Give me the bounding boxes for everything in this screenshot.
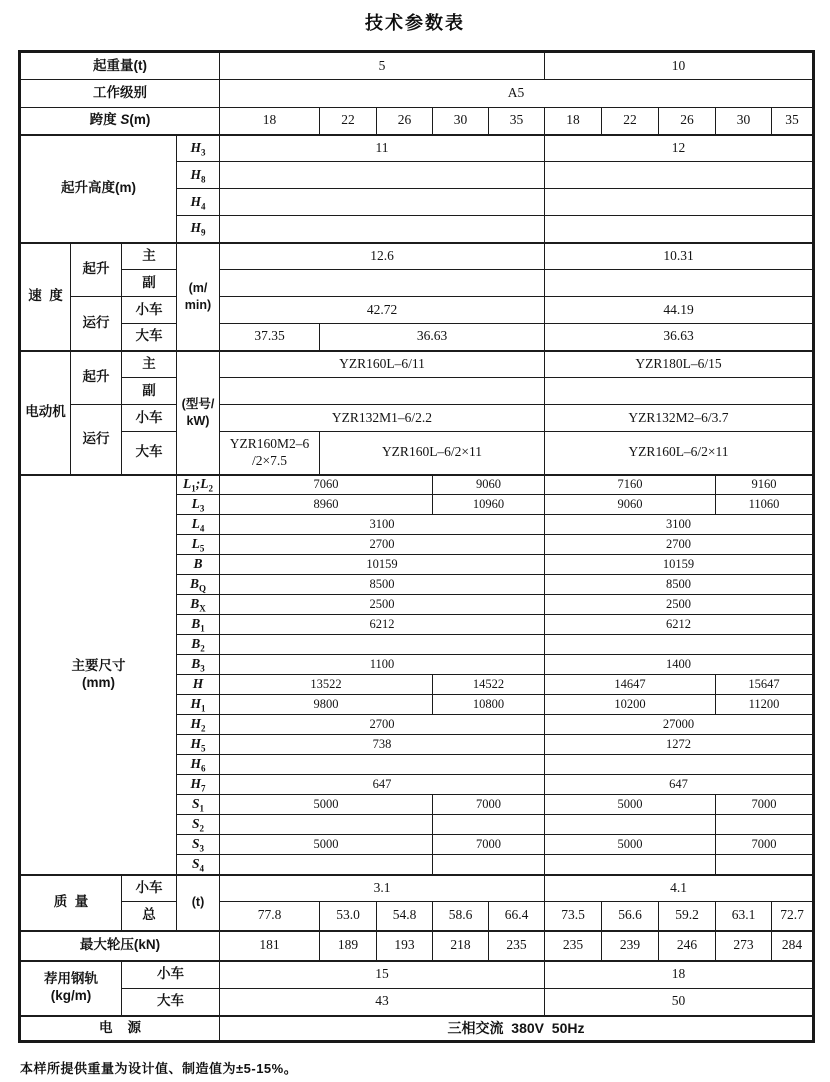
table-row [20,475,814,495]
row-label: $H_8$ [177,162,220,189]
value-cell: YZR160L–6/11 [220,351,545,378]
table-row [20,52,814,80]
value-cell: 5000 [545,835,716,855]
value-cell: 18 [220,108,320,135]
value-cell: 9800 [220,695,433,715]
value-cell: 7060 [220,475,433,495]
row-label: $S_3$ [177,835,220,855]
row-label: $L_5$ [177,535,220,555]
value-cell [716,815,814,835]
value-cell: 7000 [433,835,545,855]
value-cell: 10800 [433,695,545,715]
row-label: (型号/ kW) [177,351,220,475]
value-cell: 10 [545,52,814,80]
value-cell: 2700 [545,535,814,555]
table-row [20,378,814,405]
value-cell: 9060 [433,475,545,495]
value-cell: 8960 [220,495,433,515]
value-cell: 2700 [220,535,545,555]
value-cell [545,815,716,835]
table-row [20,108,814,135]
row-label: 运行 [71,405,122,475]
value-cell: YZR132M2–6/3.7 [545,405,814,432]
value-cell: 3100 [220,515,545,535]
value-cell: 43 [220,989,545,1016]
row-label: $H_3$ [177,135,220,162]
value-cell [545,162,814,189]
value-cell: 7000 [433,795,545,815]
value-cell: 6212 [545,615,814,635]
row-label: 工作级别 [20,80,220,108]
value-cell: 59.2 [659,902,716,931]
row-label: 大车 [122,432,177,475]
row-label: 小车 [122,297,177,324]
table-row [20,1016,814,1042]
value-cell: YZR132M1–6/2.2 [220,405,545,432]
value-cell [220,270,545,297]
value-cell: 15 [220,961,545,989]
table-row [20,351,814,378]
table-row [20,324,814,351]
value-cell: YZR160L–6/2×11 [320,432,545,475]
row-label: 电 源 [20,1016,220,1042]
row-label: $L_4$ [177,515,220,535]
value-cell: 30 [433,108,489,135]
row-label: $S_1$ [177,795,220,815]
value-cell: 1100 [220,655,545,675]
value-cell [545,635,814,655]
row-label: 大车 [122,989,220,1016]
value-cell: 5 [220,52,545,80]
value-cell: 1400 [545,655,814,675]
value-cell: YZR160M2–6 /2×7.5 [220,432,320,475]
row-label: 主 [122,243,177,270]
value-cell: 10.31 [545,243,814,270]
value-cell: 44.19 [545,297,814,324]
value-cell: 284 [772,931,814,961]
row-label: 起升高度(m) [20,135,177,243]
value-cell: 22 [602,108,659,135]
value-cell: 26 [377,108,433,135]
value-cell: 1272 [545,735,814,755]
table-row [20,297,814,324]
table-row [20,902,814,931]
row-label: 最大轮压(kN) [20,931,220,961]
row-label: $B_1$ [177,615,220,635]
value-cell: 235 [489,931,545,961]
value-cell: 35 [489,108,545,135]
row-label: 质 量 [20,875,122,931]
value-cell: 37.35 [220,324,320,351]
value-cell: 7160 [545,475,716,495]
row-label: $B_3$ [177,655,220,675]
table-row [20,875,814,902]
value-cell: 2500 [545,595,814,615]
value-cell: 7000 [716,795,814,815]
row-label: 跨度 S(m) [20,108,220,135]
spec-table [18,50,815,1043]
value-cell [220,815,433,835]
value-cell: 22 [320,108,377,135]
value-cell [545,270,814,297]
table-row [20,405,814,432]
value-cell [220,855,433,875]
value-cell: 18 [545,108,602,135]
value-cell [545,378,814,405]
value-cell: 4.1 [545,875,814,902]
row-label: 起升 [71,351,122,405]
value-cell: 2500 [220,595,545,615]
value-cell: 5000 [545,795,716,815]
row-label: 副 [122,270,177,297]
table-row [20,989,814,1016]
value-cell: 246 [659,931,716,961]
value-cell: 72.7 [772,902,814,931]
row-label: 起升 [71,243,122,297]
table-row [20,135,814,162]
value-cell: 18 [545,961,814,989]
value-cell: 77.8 [220,902,320,931]
row-label: $H_7$ [177,775,220,795]
value-cell: 53.0 [320,902,377,931]
value-cell: 10159 [545,555,814,575]
value-cell: 12 [545,135,814,162]
value-cell [716,855,814,875]
value-cell: YZR180L–6/15 [545,351,814,378]
value-cell: 8500 [220,575,545,595]
row-label: $H_1$ [177,695,220,715]
value-cell: 738 [220,735,545,755]
value-cell: 36.63 [545,324,814,351]
row-label: 小车 [122,405,177,432]
row-label: $B_2$ [177,635,220,655]
row-label: 小车 [122,875,177,902]
value-cell: 11200 [716,695,814,715]
value-cell: 273 [716,931,772,961]
row-label: $L_3$ [177,495,220,515]
value-cell [433,855,545,875]
table-row [20,961,814,989]
row-label: H [177,675,220,695]
value-cell: 181 [220,931,320,961]
value-cell [545,855,716,875]
value-cell [433,815,545,835]
value-cell: 27000 [545,715,814,735]
value-cell: 2700 [220,715,545,735]
value-cell [220,378,545,405]
value-cell [545,755,814,775]
value-cell: 189 [320,931,377,961]
value-cell: 12.6 [220,243,545,270]
value-cell: 7000 [716,835,814,855]
value-cell: 73.5 [545,902,602,931]
footnote: 本样所提供重量为设计值、制造值为±5-15%。 [20,1061,298,1076]
row-label: $B_Q$ [177,575,220,595]
value-cell: 14647 [545,675,716,695]
value-cell: 26 [659,108,716,135]
value-cell [220,635,545,655]
row-label: 主要尺寸 (mm) [20,475,177,875]
value-cell: 6212 [220,615,545,635]
value-cell: 13522 [220,675,433,695]
value-cell: 235 [545,931,602,961]
row-label: (m/ min) [177,243,220,351]
value-cell: 14522 [433,675,545,695]
row-label: 总 [122,902,177,931]
value-cell: 3100 [545,515,814,535]
table-row [20,432,814,475]
value-cell: 193 [377,931,433,961]
value-cell: 3.1 [220,875,545,902]
row-label: $H_9$ [177,216,220,243]
row-label: $H_5$ [177,735,220,755]
value-cell: 8500 [545,575,814,595]
row-label: 大车 [122,324,177,351]
value-cell: 647 [220,775,545,795]
value-cell: 11060 [716,495,814,515]
value-cell [220,189,545,216]
table-row [20,80,814,108]
value-cell: A5 [220,80,814,108]
row-label: 电动机 [20,351,71,475]
table-row [20,270,814,297]
row-label: 主 [122,351,177,378]
value-cell [220,755,545,775]
value-cell [545,189,814,216]
page-title: 技术参数表 [365,13,465,33]
value-cell: 10159 [220,555,545,575]
value-cell: 9060 [545,495,716,515]
row-label: $L_1;L_2$ [177,475,220,495]
value-cell: 239 [602,931,659,961]
value-cell: 10960 [433,495,545,515]
row-label: 速 度 [20,243,71,351]
value-cell [545,216,814,243]
value-cell: 56.6 [602,902,659,931]
value-cell: 9160 [716,475,814,495]
row-label: B [177,555,220,575]
row-label: $S_2$ [177,815,220,835]
value-cell: 35 [772,108,814,135]
value-cell: YZR160L–6/2×11 [545,432,814,475]
row-label: $S_4$ [177,855,220,875]
row-label: 小车 [122,961,220,989]
value-cell: 50 [545,989,814,1016]
row-label: (t) [177,875,220,931]
value-cell: 11 [220,135,545,162]
value-cell: 15647 [716,675,814,695]
value-cell: 36.63 [320,324,545,351]
value-cell: 647 [545,775,814,795]
spec-table-body [20,52,814,1042]
row-label: 荐用钢轨 (kg/m) [20,961,122,1016]
row-label: $B_X$ [177,595,220,615]
value-cell [220,216,545,243]
row-label: 运行 [71,297,122,351]
row-label: 起重量(t) [20,52,220,80]
value-cell: 5000 [220,835,433,855]
value-cell [220,162,545,189]
value-cell: 42.72 [220,297,545,324]
value-cell: 54.8 [377,902,433,931]
value-cell: 66.4 [489,902,545,931]
value-cell: 三相交流 380V 50Hz [220,1016,814,1042]
table-row [20,931,814,961]
value-cell: 218 [433,931,489,961]
row-label: $H_6$ [177,755,220,775]
table-row [20,243,814,270]
value-cell: 5000 [220,795,433,815]
value-cell: 58.6 [433,902,489,931]
row-label: 副 [122,378,177,405]
value-cell: 30 [716,108,772,135]
value-cell: 63.1 [716,902,772,931]
row-label: $H_2$ [177,715,220,735]
value-cell: 10200 [545,695,716,715]
row-label: $H_4$ [177,189,220,216]
